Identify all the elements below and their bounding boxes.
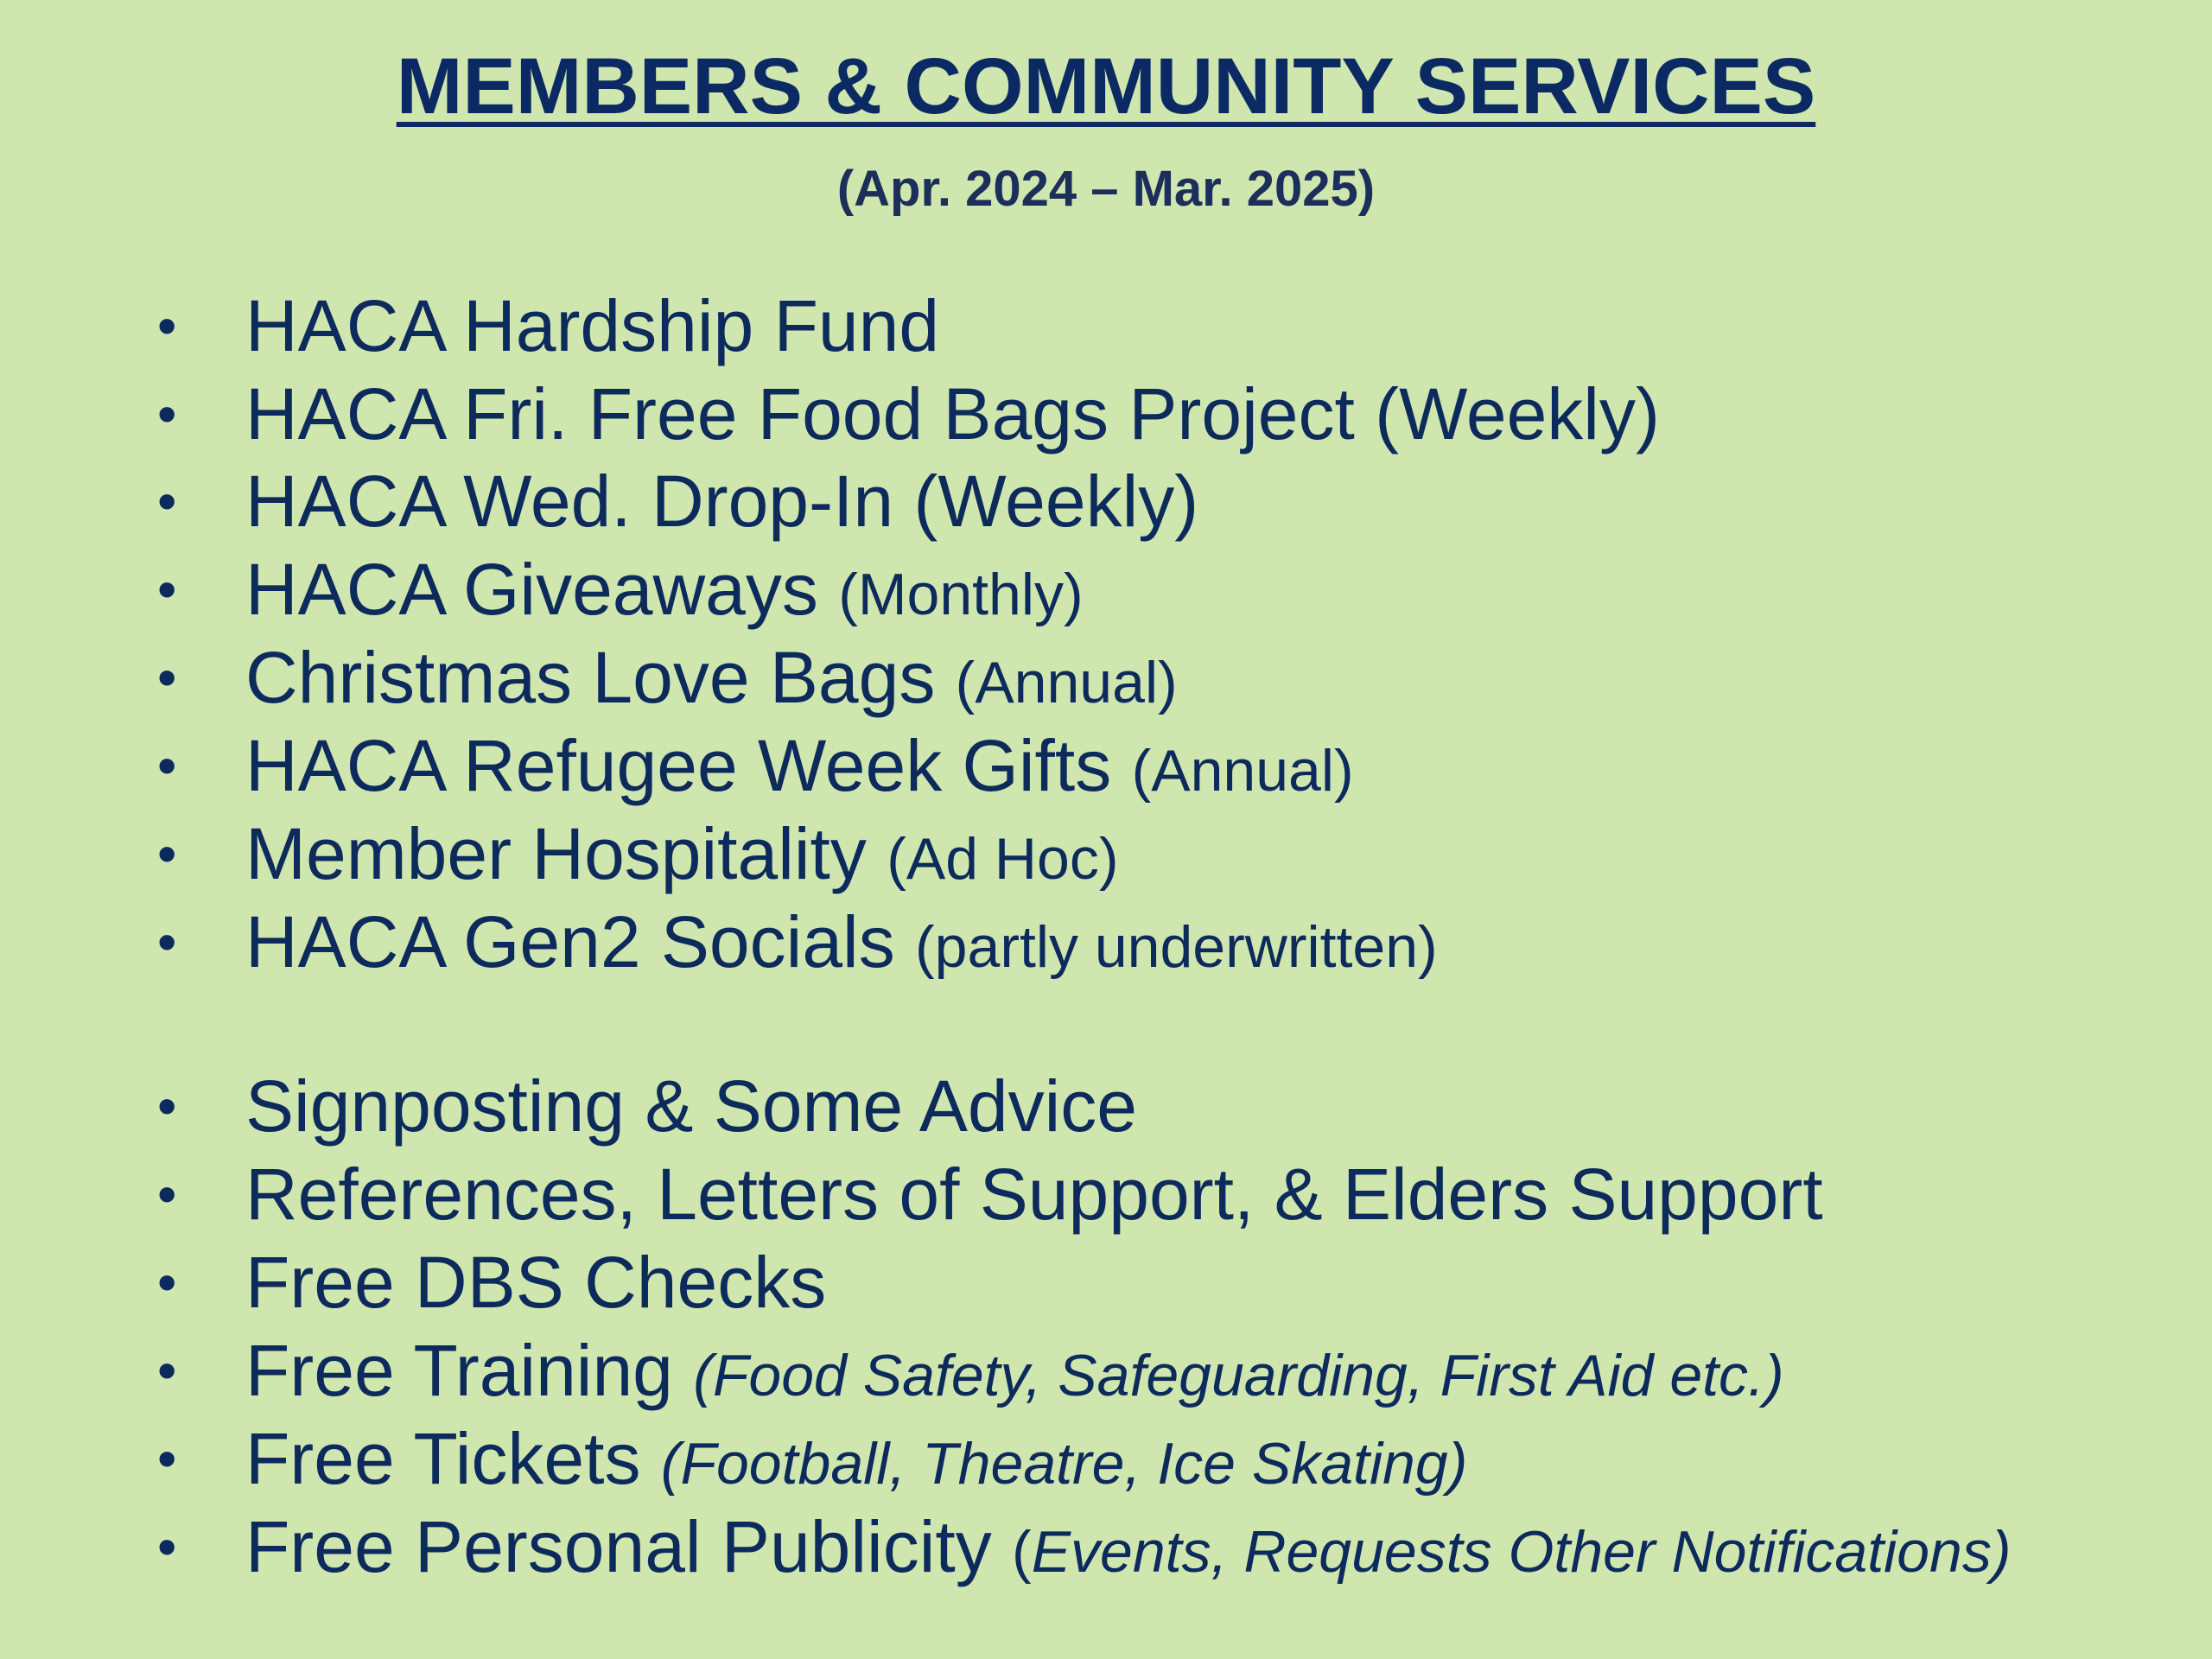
item-label: HACA Giveaways — [245, 549, 839, 630]
bullet: • — [157, 1427, 177, 1490]
bullet: • — [157, 558, 177, 620]
item-note: (Monthly) — [838, 562, 1084, 627]
item-label: HACA Fri. Free Food Bags Project (Weekly) — [245, 373, 1660, 454]
bullet: • — [157, 1516, 177, 1578]
list-item — [0, 1327, 2212, 1414]
item-label: HACA Refugee Week Gifts — [245, 725, 1132, 806]
list-item — [0, 1415, 2212, 1502]
list-item — [0, 1151, 2212, 1237]
list-item — [0, 283, 2212, 369]
list-item — [0, 546, 2212, 632]
item-note-open-paren: ( — [1012, 1519, 1032, 1585]
bullet: • — [157, 823, 177, 885]
list-item — [0, 1503, 2212, 1590]
item-label: Free Training — [245, 1330, 694, 1411]
list-item — [0, 458, 2212, 544]
item-note: (Annual) — [1131, 738, 1354, 804]
bullet: • — [157, 646, 177, 709]
list-item — [0, 899, 2212, 985]
bullet: • — [157, 1163, 177, 1225]
item-label: Member Hospitality — [245, 813, 887, 894]
bullet: • — [157, 470, 177, 532]
bullet: • — [157, 1075, 177, 1137]
list-item — [0, 1239, 2212, 1325]
item-label: HACA Gen2 Socials — [245, 901, 916, 982]
item-note: (Food Safety, Safeguarding, First Aid etc.) — [693, 1343, 1784, 1408]
item-note: (Annual) — [955, 650, 1178, 715]
item-label: HACA Hardship Fund — [245, 285, 940, 366]
item-note: (Football, Theatre, Ice Skating) — [660, 1431, 1468, 1497]
item-label: Free Personal Publicity — [245, 1506, 1013, 1587]
list-item — [0, 634, 2212, 721]
item-label: Christmas Love Bags — [245, 637, 956, 718]
item-label: HACA Wed. Drop-In (Weekly) — [245, 461, 1199, 542]
date-range-subtitle: (Apr. 2024 – Mar. 2025) — [836, 161, 1376, 217]
page-title-text: MEMBERS & COMMUNITY SERVICES — [396, 42, 1816, 130]
item-note: (Ad Hoc) — [887, 826, 1119, 892]
item-label: Free DBS Checks — [245, 1242, 827, 1323]
item-label: Signposting & Some Advice — [245, 1065, 1137, 1147]
list-item — [0, 371, 2212, 457]
list-item — [0, 1063, 2212, 1149]
bullet: • — [157, 1339, 177, 1402]
list-item — [0, 722, 2212, 809]
bullet: • — [157, 1251, 177, 1313]
item-label: Free Tickets — [245, 1418, 661, 1499]
item-note: (partly underwritten) — [915, 914, 1438, 980]
item-label: References, Letters of Support, & Elders Support — [245, 1154, 1823, 1235]
bullet: • — [157, 383, 177, 445]
page-title — [0, 40, 2212, 133]
bullet: • — [157, 734, 177, 797]
item-note: Events, Requests Other Notifications) — [1031, 1519, 2012, 1585]
bullet: • — [157, 295, 177, 357]
bullet: • — [157, 911, 177, 973]
list-item — [0, 810, 2212, 897]
